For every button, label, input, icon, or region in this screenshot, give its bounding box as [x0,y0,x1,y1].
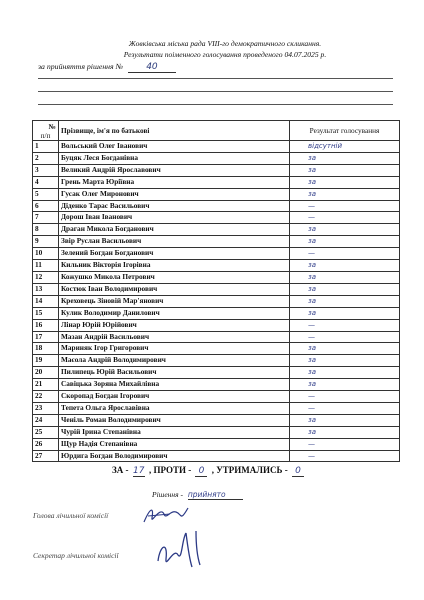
proty-value: 0 [195,466,207,477]
row-vote: за [290,343,400,355]
table-row [33,295,400,307]
table-row [33,176,400,188]
table-row [33,414,400,426]
row-name: Кожушко Микола Петрович [59,271,290,283]
table-row [33,426,400,438]
row-name: Юрдига Богдан Володимирович [59,450,290,462]
row-number: 13 [33,283,59,295]
row-number: 10 [33,248,59,260]
table-row [33,319,400,331]
table-row [33,307,400,319]
row-number: 4 [33,176,59,188]
row-name: Буцяк Леся Богданівна [59,152,290,164]
row-name: Креховець Зіновій Мар'янович [59,295,290,307]
header-number-pp: п/п [40,130,51,140]
row-name: Костюк Іван Володимирович [59,283,290,295]
row-name: Кулик Володимир Данилович [59,307,290,319]
blank-line [38,104,393,105]
row-vote: — [290,319,400,331]
table-row [33,164,400,176]
decision-number: 40 [128,62,176,73]
row-name: Мариняк Ігор Григорович [59,343,290,355]
row-vote: за [290,164,400,176]
row-name: Звір Руслан Васильович [59,236,290,248]
header-number-sign: № [48,121,56,131]
row-vote: за [290,271,400,283]
row-name: Діденко Тарас Васильович [59,200,290,212]
table-header-row [33,121,400,141]
row-number: 21 [33,379,59,391]
decision-result [152,490,243,500]
row-vote: за [290,176,400,188]
table-row [33,141,400,153]
row-name: Скоропад Богдан Ігорович [59,391,290,403]
row-number: 19 [33,355,59,367]
table-row [33,331,400,343]
table-row [33,379,400,391]
row-number: 24 [33,414,59,426]
table-row [33,200,400,212]
row-vote: за [290,295,400,307]
row-number: 2 [33,152,59,164]
row-name: Великий Андрій Ярославович [59,164,290,176]
row-name: Тепета Ольга Ярославівна [59,402,290,414]
table-row [33,271,400,283]
row-number: 3 [33,164,59,176]
row-number: 8 [33,224,59,236]
row-vote: за [290,152,400,164]
table-row [33,367,400,379]
row-vote: — [290,391,400,403]
row-number: 23 [33,402,59,414]
table-row [33,450,400,462]
row-name: Чурій Ірина Степанівна [59,426,290,438]
row-number: 20 [33,367,59,379]
decision-line [38,62,176,73]
decision-label: за прийняття рішення № [38,62,123,71]
row-number: 5 [33,188,59,200]
row-vote: за [290,307,400,319]
table-row [33,188,400,200]
blank-line [38,78,393,79]
secretary-signature-label: Секретар лічильної комісії [33,551,119,560]
table-row [33,152,400,164]
table-row [33,355,400,367]
row-vote: за [290,283,400,295]
row-number: 26 [33,438,59,450]
row-vote: — [290,402,400,414]
head-signature-label: Голова лічильної комісії [33,511,109,520]
row-number: 1 [33,141,59,153]
table-row [33,283,400,295]
row-name: Савіцька Зоряна Михайлівна [59,379,290,391]
row-name: Гусак Олег Миронович [59,188,290,200]
row-vote: за [290,367,400,379]
table-row [33,236,400,248]
row-vote: — [290,248,400,260]
row-vote: — [290,212,400,224]
secretary-signature-icon [152,525,212,575]
table-row [33,343,400,355]
row-name: Кильник Вікторія Ігорівна [59,260,290,272]
row-number: 15 [33,307,59,319]
row-name: Дорош Іван Іванович [59,212,290,224]
table-row [33,248,400,260]
utr-label: , УТРИМАЛИСЬ - [211,465,288,475]
row-number: 7 [33,212,59,224]
table-row [33,260,400,272]
row-number: 25 [33,426,59,438]
result-value: прийнято [188,490,243,500]
document-header [60,39,390,60]
header-number [33,121,59,141]
blank-line [38,91,393,92]
row-number: 14 [33,295,59,307]
row-vote: — [290,438,400,450]
header-council: Жовківська міська рада VIII-го демократичного скликання. [128,39,322,48]
za-label: ЗА - [112,465,129,475]
header-result: Результат голосування [290,121,400,141]
row-number: 12 [33,271,59,283]
za-value: 17 [133,466,145,476]
row-number: 16 [33,319,59,331]
row-vote: — [290,331,400,343]
vote-table [32,120,400,462]
header-name: Прізвище, ім'я по батькові [59,121,290,141]
row-vote: за [290,260,400,272]
row-number: 6 [33,200,59,212]
row-vote: за [290,379,400,391]
row-name: Вольський Олег Іванович [59,141,290,153]
row-name: Лінар Юрій Юрійович [59,319,290,331]
row-number: 11 [33,260,59,272]
row-name: Мазан Андрій Васильович [59,331,290,343]
row-vote: за [290,236,400,248]
row-vote: — [290,450,400,462]
row-vote: — [290,200,400,212]
header-results: Результати поіменного голосування проведеного 04.07.2025 р. [123,49,327,59]
row-name: Щур Надія Степанівна [59,438,290,450]
row-number: 27 [33,450,59,462]
row-vote: за [290,414,400,426]
table-row [33,391,400,403]
row-number: 18 [33,343,59,355]
row-name: Зелений Богдан Богданович [59,248,290,260]
row-vote: за [290,355,400,367]
table-row [33,224,400,236]
row-name: Маєола Андрій Володимирович [59,355,290,367]
row-vote: за [290,188,400,200]
row-name: Пилипець Юрій Васильович [59,367,290,379]
row-number: 9 [33,236,59,248]
utr-value: 0 [292,466,304,477]
table-row [33,212,400,224]
vote-summary [112,465,306,477]
table-row [33,438,400,450]
row-number: 17 [33,331,59,343]
row-vote: за [290,426,400,438]
row-name: Драган Микола Богданович [59,224,290,236]
row-name: Грень Марта Юріївна [59,176,290,188]
table-row [33,402,400,414]
row-vote: відсутній [290,141,400,153]
row-name: Ченіль Роман Володимирович [59,414,290,426]
result-label: Рішення - [152,490,183,499]
table-body [33,141,400,462]
row-vote: за [290,224,400,236]
proty-label: , ПРОТИ - [149,465,192,475]
row-number: 22 [33,391,59,403]
